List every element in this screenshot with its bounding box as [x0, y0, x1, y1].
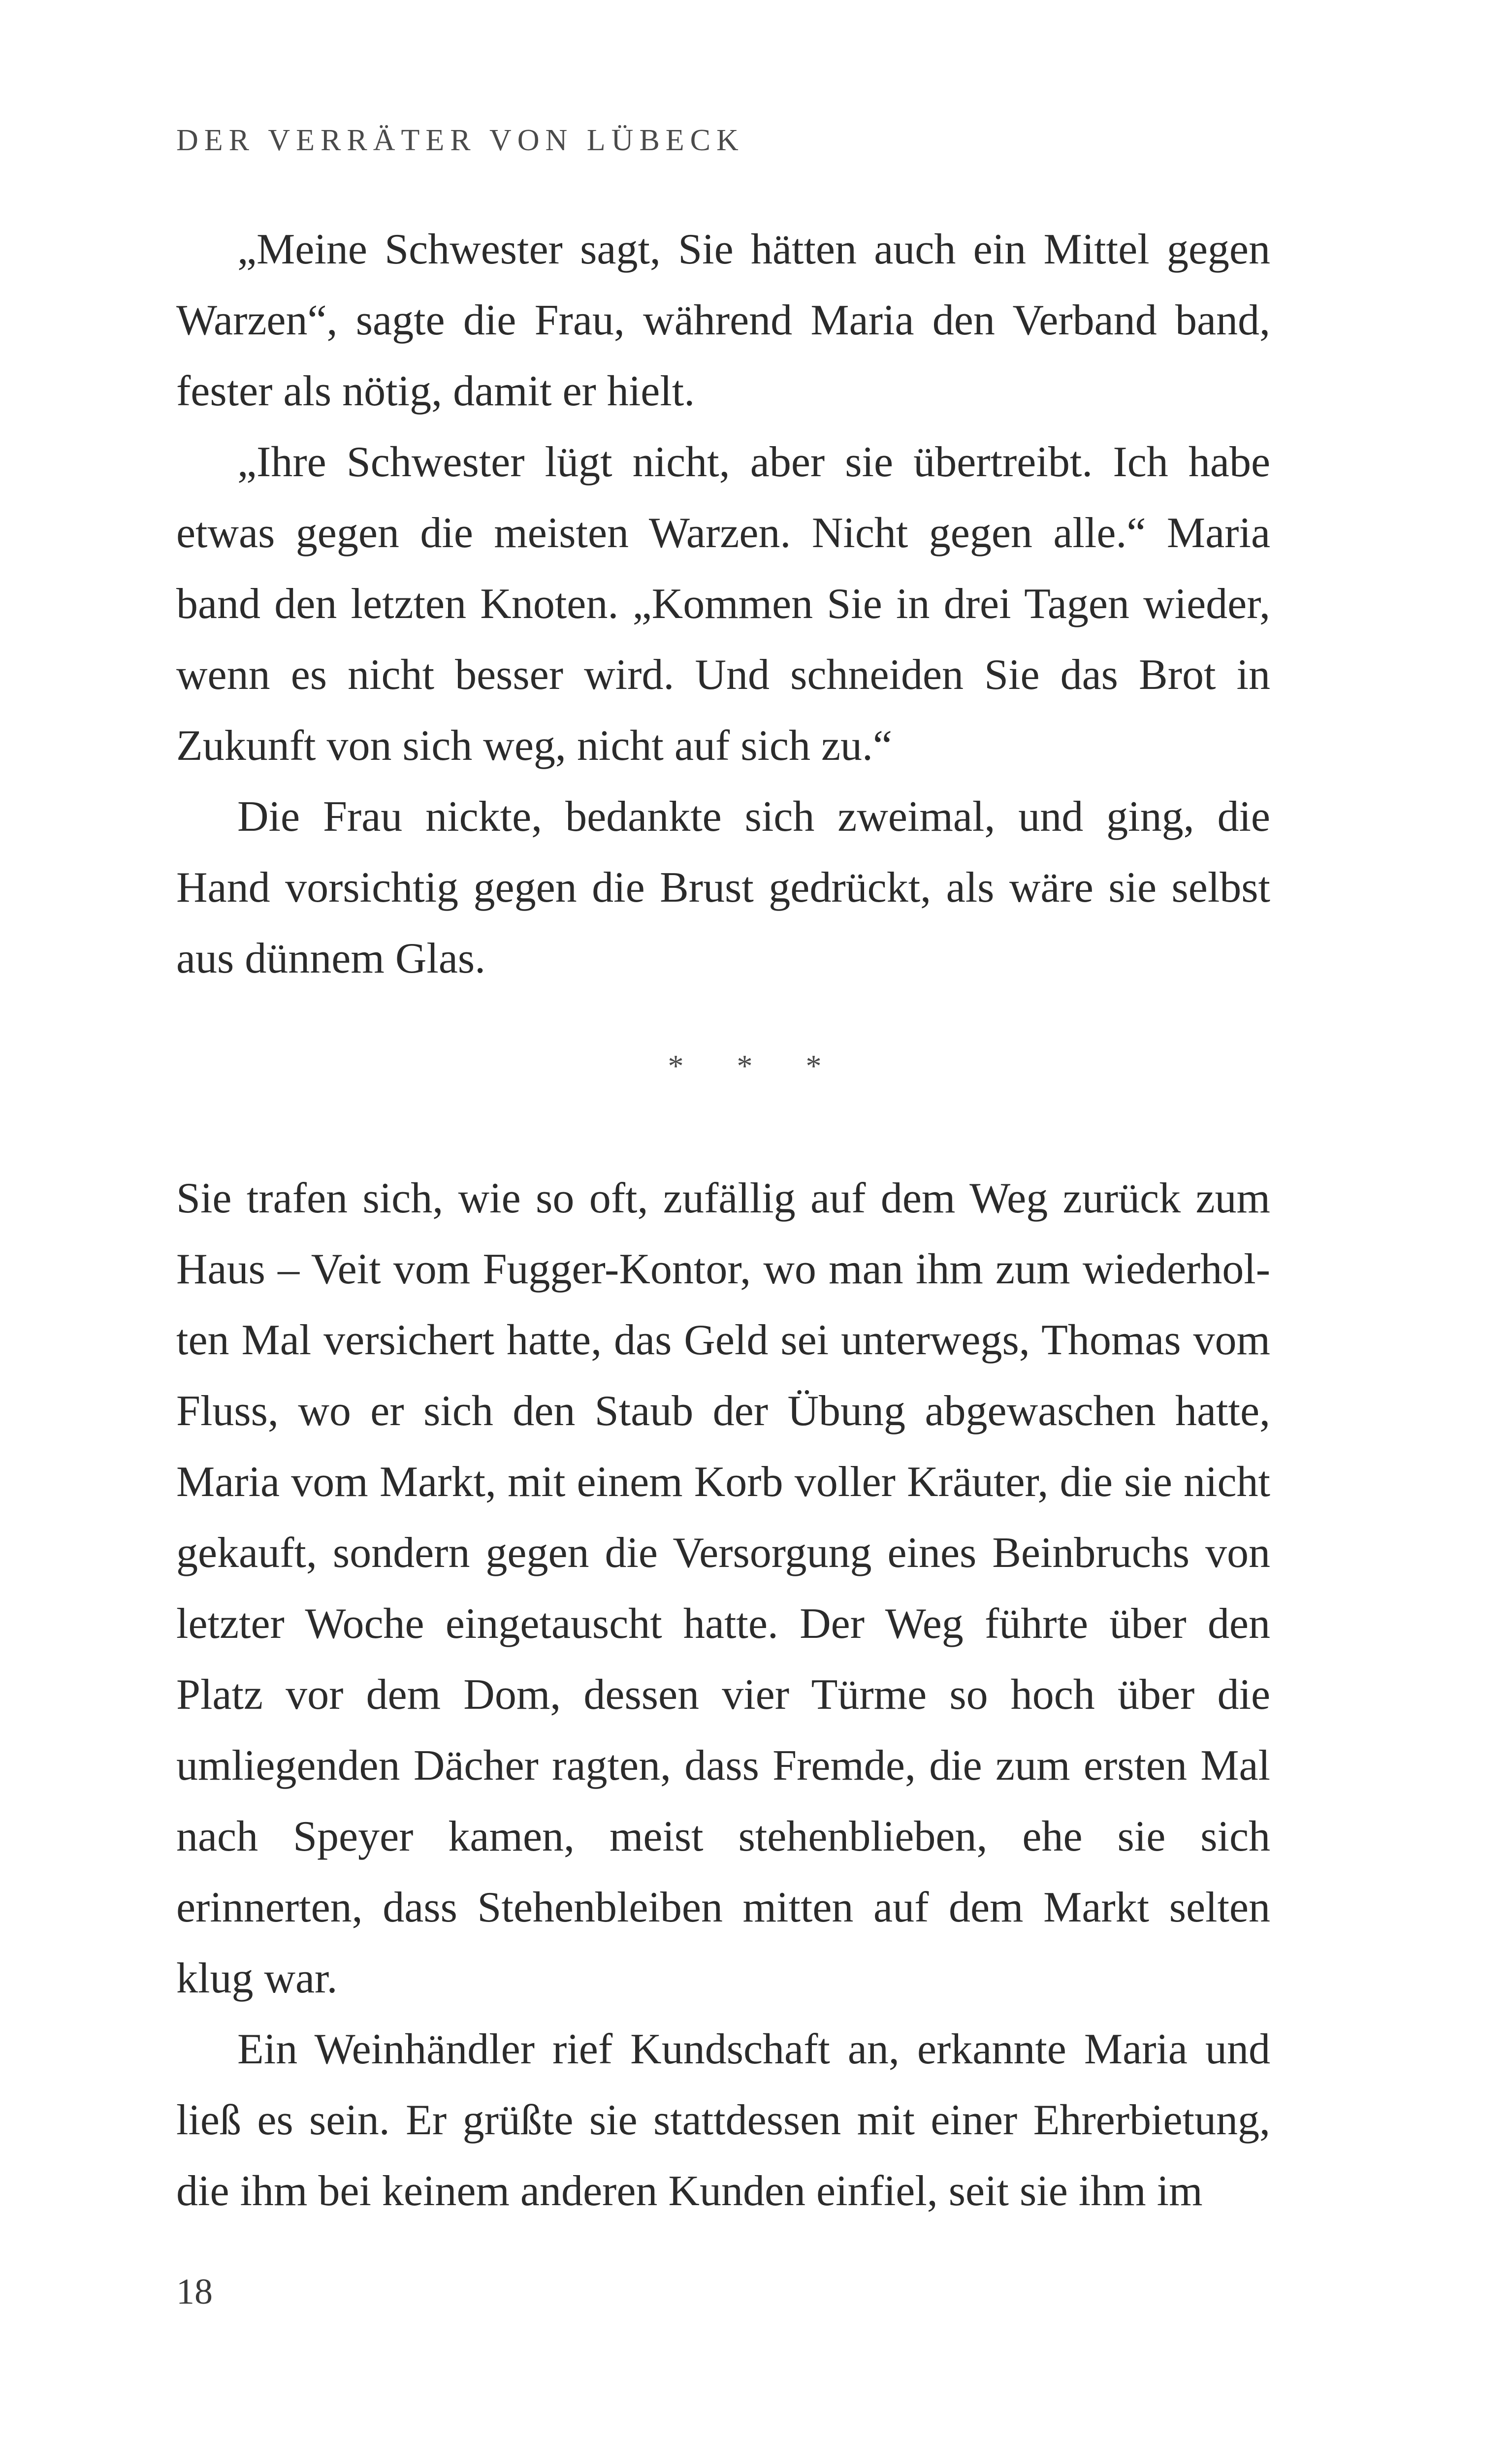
- text-section-one: [176, 214, 1270, 994]
- page-number: 18: [176, 2272, 213, 2312]
- paragraph: „Ihre Schwester lügt nicht, aber sie übertreibt. Ich habe etwas gegen die meisten Warzen. Nicht gegen alle.“ Maria band den letzten Knoten. „Kommen Sie in drei Tagen wieder, wenn es nicht besser wird. Und schneiden Sie das Brot in Zukunft von sich weg, nicht auf sich zu.“: [176, 438, 1270, 770]
- scene-break: * * *: [668, 1048, 844, 1083]
- text-section-two: [176, 1163, 1270, 2227]
- running-header: DER VERRÄTER VON LÜBECK: [176, 124, 744, 157]
- paragraph: Die Frau nickte, bedankte sich zweimal, und ging, die Hand vorsichtig gegen die Brust gedrückt, als wäre sie selbst aus dünnem Glas.: [176, 793, 1270, 982]
- paragraph: Ein Weinhändler rief Kundschaft an, erkannte Maria und ließ es sein. Er grüßte sie stattdessen mit einer Ehrerbietung, die ihm bei keinem anderen Kunden einfiel, seit sie ihm im: [176, 2025, 1270, 2215]
- paragraph: Sie trafen sich, wie so oft, zufällig auf dem Weg zurück zum Haus – Veit vom Fugger-Kontor, wo man ihm zum wiederholten Mal versichert hatte, das Geld sei unterwegs, Thomas vom Fluss, wo er sich den Staub der Übung abgewaschen hatte, Maria vom Markt, mit einem Korb voller Kräuter, die sie nicht gekauft, sondern gegen die Versorgung eines Beinbruchs von letzter Woche eingetauscht hatte. Der Weg führte über den Platz vor dem Dom, dessen vier Türme so hoch über die umliegenden Dächer ragten, dass Fremde, die zum ersten Mal nach Speyer kamen, meist stehenblieben, ehe sie sich erinnerten, dass Stehenbleiben mitten auf dem Markt selten klug war.: [176, 1174, 1270, 2002]
- paragraph: „Meine Schwester sagt, Sie hätten auch ein Mittel gegen Warzen“, sagte die Frau, während Maria den Verband band, fester als nötig, damit er hielt.: [176, 226, 1270, 415]
